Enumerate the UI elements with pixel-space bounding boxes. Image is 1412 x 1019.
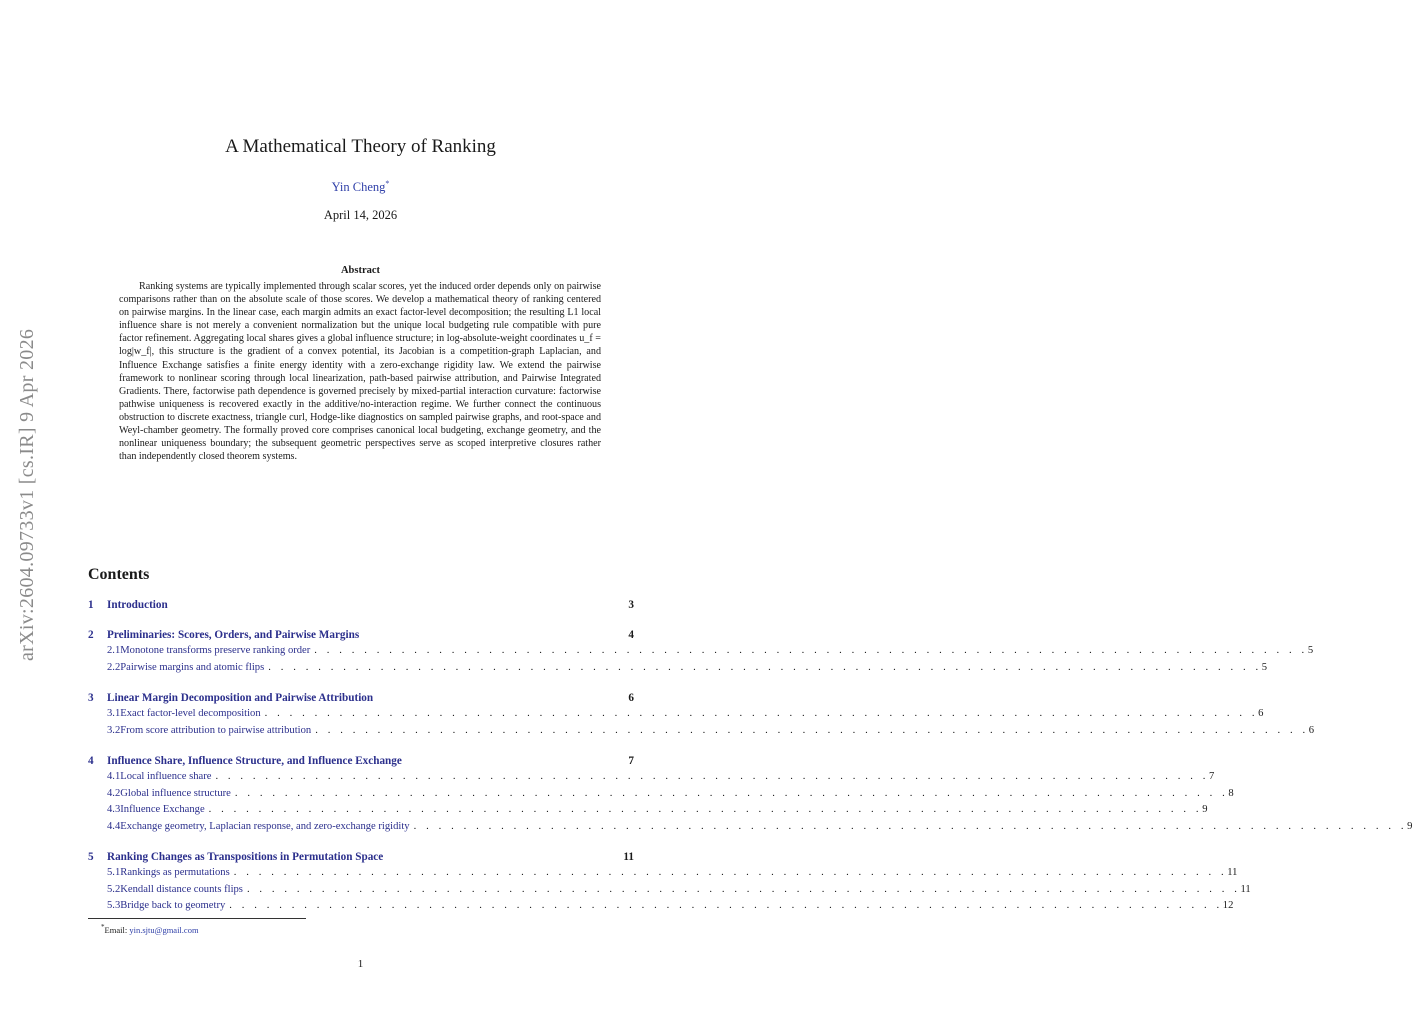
toc-subsection-title[interactable]: Exchange geometry, Laplacian response, and zero-exchange rigidity [120,820,410,832]
toc-section-4[interactable] [88,753,634,769]
toc-subsection-number: 4.4 [107,820,121,832]
toc-subsection-page[interactable]: 11 [1227,867,1238,878]
footnote-mark: * [101,923,105,931]
toc-subsection-3.1[interactable] [88,706,1264,723]
toc-section-1[interactable] [88,597,634,613]
toc-leader-dots: . . . . . . . . . . . . . . . . . . . . . . . . . . . . . . . . . . . . . . . . . . . . . . . . . . . . . . . . . . . . . . . . . . . . . . . . . . . . . . . . [215,771,1209,782]
toc-leader-dots: . . . . . . . . . . . . . . . . . . . . . . . . . . . . . . . . . . . . . . . . . . . . . . . . . . . . . . . . . . . . . . . . . . . . . . . . . . . . . . . . [314,645,1308,656]
paper-title: A Mathematical Theory of Ranking [225,136,496,157]
toc-subsection-page[interactable]: 8 [1228,787,1234,799]
toc-subsection-5.3[interactable] [88,898,1234,915]
toc-leader-dots: . . . . . . . . . . . . . . . . . . . . . . . . . . . . . . . . . . . . . . . . . . . . . . . . . . . . . . . . . . . . . . . . . . . . . . . . . . . . . . . . [229,900,1223,911]
toc-subsection-number: 4.2 [107,787,121,799]
toc-subsection-page[interactable]: 6 [1308,724,1315,736]
toc-leader-dots: . . . . . . . . . . . . . . . . . . . . . . . . . . . . . . . . . . . . . . . . . . . . . . . . . . . . . . . . . . . . . . . . . . . . . . . . . . . . . . . . [246,883,1241,895]
toc-subsection-2.2[interactable] [88,660,1268,677]
page-number: 1 [357,958,364,970]
toc-section-3[interactable] [88,690,634,706]
toc-subsection-page[interactable]: 9 [1202,804,1208,815]
toc-section-number: 3 [88,692,94,704]
footnote-rule [88,918,306,919]
toc-section-page[interactable]: 11 [623,851,634,863]
toc-subsection-number: 3.2 [107,724,121,736]
abstract-body: Ranking systems are typically implemented through scalar scores, yet the induced order depends only on pairwise comparisons rather than on the absolute scale of those scores. We develop a mathematical theory of ranking centered on pairwise margins. In the linear case, each margin admits an exact factor-level decomposition; the resulting L1 local influence share is not merely a convenient normalization but the unique local budgeting rule compatible with pure factor refinement. Aggregating local shares gives a global influence structure; in log-absolute-weight coordinates u_f = log|w_f|, this structure is the gradient of a convex potential, its Jacobian is a competition-graph Laplacian, and Influence Exchange satisfies a finite energy identity with a zero-exchange rigidity law. We extend the pairwise framework to nonlinear scoring through local linearization, path-based pairwise attribution, and Pairwise Integrated Gradients. There, factorwise path dependence is governed precisely by mixed-partial interaction curvature: factorwise pathwise uniqueness is recovered exactly in the additive/no-interaction regime. We further connect the continuous obstruction to discrete exactness, triangle curl, Hodge-like diagnostics on sampled pairwise graphs, and root-space and Weyl-chamber geometry. The formally proved core comprises canonical local budgeting, exchange geometry, and the nonlinear uniqueness boundary; the subsequent geometric perspectives serve as scoped interpretive closures rather than independently closed theorem systems. [119,281,601,463]
toc-subsection-title[interactable]: Global influence structure [120,787,231,799]
paper-date: April 14, 2026 [323,208,398,222]
footnote-label: Email: [104,924,128,935]
toc-subsection-page[interactable]: 12 [1222,900,1234,911]
toc-subsection-title[interactable]: Influence Exchange [120,804,205,815]
footnote-email-link[interactable]: yin.sjtu@gmail.com [129,924,199,935]
toc-subsection-page[interactable]: 6 [1258,708,1264,719]
author-name[interactable]: Yin Cheng [331,180,386,195]
toc-subsection-page[interactable]: 11 [1240,883,1251,895]
toc-subsection-2.1[interactable] [88,643,1314,660]
toc-leader-dots: . . . . . . . . . . . . . . . . . . . . . . . . . . . . . . . . . . . . . . . . . . . . . . . . . . . . . . . . . . . . . . . . . . . . . . . . . . . . . . . . [233,867,1228,878]
arxiv-identifier-stamp: arXiv:2604.09733v1 [cs.IR] 9 Apr 2026 [16,328,38,662]
toc-subsection-title[interactable]: Kendall distance counts flips [120,883,243,895]
author-footnote-mark[interactable]: * [385,179,390,188]
toc-subsection-4.2[interactable] [88,786,1234,803]
toc-subsection-title[interactable]: Local influence share [120,771,212,782]
toc-subsection-4.4[interactable] [88,819,1412,836]
toc-section-5[interactable] [88,849,634,865]
toc-subsection-4.3[interactable] [88,802,1208,819]
toc-subsection-number: 4.3 [107,804,121,815]
toc-subsection-number: 3.1 [107,708,121,719]
toc-leader-dots: . . . . . . . . . . . . . . . . . . . . . . . . . . . . . . . . . . . . . . . . . . . . . . . . . . . . . . . . . . . . . . . . . . . . . . . . . . . . . . . . [413,820,1408,832]
toc-subsection-page[interactable]: 7 [1208,771,1215,782]
toc-subsection-title[interactable]: Bridge back to geometry [120,900,226,911]
toc-leader-dots: . . . . . . . . . . . . . . . . . . . . . . . . . . . . . . . . . . . . . . . . . . . . . . . . . . . . . . . . . . . . . . . . . . . . . . . . . . . . . . . . [234,787,1229,799]
toc-subsection-title[interactable]: Exact factor-level decomposition [120,708,261,719]
toc-section-title[interactable]: Ranking Changes as Transpositions in Permutation Space [107,851,384,863]
toc-subsection-page[interactable]: 9 [1407,820,1412,832]
toc-section-number: 2 [88,629,94,641]
toc-section-page[interactable]: 3 [628,599,634,611]
toc-subsection-5.1[interactable] [88,865,1238,882]
toc-subsection-page[interactable]: 5 [1261,661,1268,673]
toc-subsection-3.2[interactable] [88,723,1315,740]
table-of-contents [88,597,1412,915]
toc-subsection-number: 2.2 [107,661,121,673]
toc-leader-dots: . . . . . . . . . . . . . . . . . . . . . . . . . . . . . . . . . . . . . . . . . . . . . . . . . . . . . . . . . . . . . . . . . . . . . . . . . . . . . . . . [208,804,1203,815]
toc-subsection-5.2[interactable] [88,882,1251,899]
toc-section-title[interactable]: Preliminaries: Scores, Orders, and Pairwise Margins [107,629,360,641]
toc-leader-dots: . . . . . . . . . . . . . . . . . . . . . . . . . . . . . . . . . . . . . . . . . . . . . . . . . . . . . . . . . . . . . . . . . . . . . . . . . . . . . . . . [315,724,1309,736]
author-line[interactable] [0,179,721,195]
toc-section-page[interactable]: 6 [628,692,634,704]
toc-section-title[interactable]: Introduction [107,599,168,611]
toc-section-title[interactable]: Linear Margin Decomposition and Pairwise Attribution [107,692,374,704]
footnote [101,923,199,935]
toc-subsection-title[interactable]: Monotone transforms preserve ranking order [120,645,311,656]
toc-subsection-title[interactable]: Pairwise margins and atomic flips [120,661,265,673]
toc-subsection-title[interactable]: From score attribution to pairwise attribution [120,724,312,736]
toc-section-page[interactable]: 7 [628,755,634,767]
toc-leader-dots: . . . . . . . . . . . . . . . . . . . . . . . . . . . . . . . . . . . . . . . . . . . . . . . . . . . . . . . . . . . . . . . . . . . . . . . . . . . . . . . . [264,708,1259,719]
toc-section-title[interactable]: Influence Share, Influence Structure, and Influence Exchange [107,755,402,767]
toc-section-number: 4 [88,755,94,767]
toc-subsection-number: 2.1 [107,645,121,656]
contents-heading: Contents [88,566,150,583]
toc-subsection-number: 5.1 [107,867,121,878]
toc-subsection-number: 5.3 [107,900,121,911]
abstract-heading: Abstract [340,265,381,276]
toc-subsection-page[interactable]: 5 [1307,645,1314,656]
toc-section-2[interactable] [88,627,634,643]
toc-section-page[interactable]: 4 [628,629,634,641]
toc-leader-dots: . . . . . . . . . . . . . . . . . . . . . . . . . . . . . . . . . . . . . . . . . . . . . . . . . . . . . . . . . . . . . . . . . . . . . . . . . . . . . . . . [268,661,1262,673]
toc-section-number: 5 [88,851,94,863]
toc-section-number: 1 [88,599,94,611]
toc-subsection-number: 4.1 [107,771,121,782]
toc-subsection-number: 5.2 [107,883,121,895]
toc-subsection-4.1[interactable] [88,769,1215,786]
toc-subsection-title[interactable]: Rankings as permutations [120,867,230,878]
